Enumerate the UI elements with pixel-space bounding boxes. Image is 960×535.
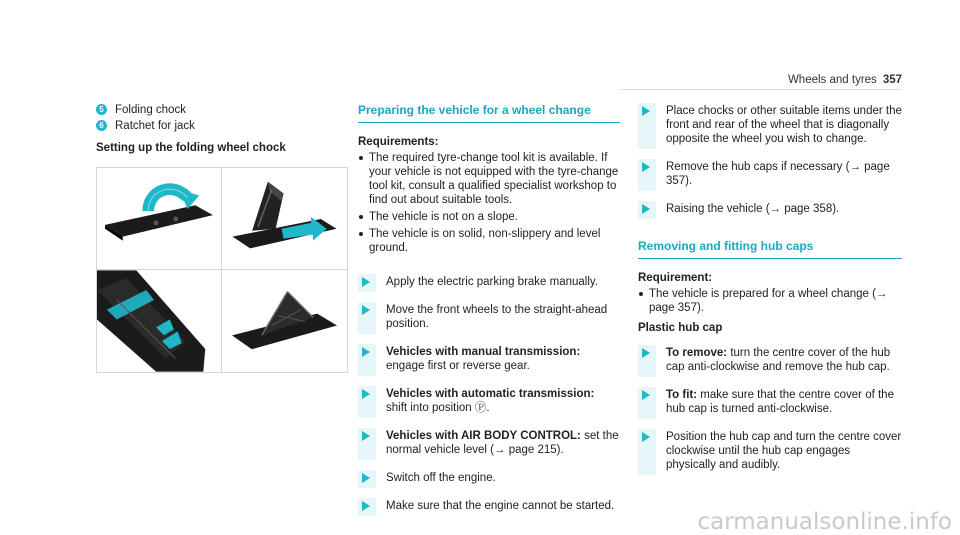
- step-text: [666, 159, 902, 191]
- step-body: Raising the vehicle (→ page 358).: [666, 203, 840, 215]
- step-text: [666, 103, 902, 149]
- chock-assembled-illustration: [222, 270, 347, 372]
- arrow-right-icon: [642, 162, 650, 172]
- section-title-preparing: Preparing the vehicle for a wheel change: [358, 103, 620, 123]
- step-label: Vehicles with manual transmission:: [386, 346, 581, 358]
- step-marker: [638, 201, 656, 219]
- arrow-right-icon: [362, 389, 370, 399]
- step-text: [386, 386, 594, 418]
- step-body: Switch off the engine.: [386, 472, 496, 484]
- step-text: [666, 201, 839, 219]
- figure-panel-2: [222, 168, 347, 270]
- subheading: Setting up the folding wheel chock: [96, 142, 286, 154]
- step-marker: [638, 345, 656, 377]
- step-body: Make sure that the engine cannot be started.: [386, 500, 615, 512]
- step: [638, 159, 902, 191]
- step-label: Vehicles with automatic transmission:: [386, 388, 595, 400]
- legend-item: [96, 119, 350, 133]
- step-label: To fit:: [666, 389, 698, 401]
- step-marker: [638, 429, 656, 475]
- arrow-right-icon: [642, 432, 650, 442]
- callout-badge: 5: [96, 104, 107, 115]
- step: [358, 274, 620, 292]
- plastic-hub-cap-label: Plastic hub cap: [638, 322, 723, 334]
- arrow-right-icon: [642, 348, 650, 358]
- step-text: [666, 429, 902, 475]
- legend-text: Ratchet for jack: [115, 120, 195, 132]
- column-1: [96, 103, 350, 373]
- step-marker: [358, 470, 376, 488]
- running-header: [788, 73, 902, 87]
- step-marker: [358, 428, 376, 460]
- figure-panel-1: [97, 168, 222, 270]
- arrow-right-icon: [642, 204, 650, 214]
- step-text: [386, 302, 620, 334]
- step: [638, 345, 902, 377]
- requirement-item: The required tyre-change tool kit is available. If your vehicle is not equipped with the tyre-change tool kit, consult a qualified specialist workshop to find out about suitable tools.: [358, 151, 620, 207]
- arrow-right-icon: [642, 390, 650, 400]
- figure-panel-3: [97, 270, 222, 372]
- step-label: Vehicles with AIR BODY CONTROL:: [386, 430, 581, 442]
- requirements-list: [638, 287, 902, 315]
- step-body: shift into position Ⓟ.: [386, 402, 490, 414]
- step-marker: [358, 386, 376, 418]
- requirements-label: Requirements:: [358, 136, 439, 148]
- requirements-list: [358, 151, 620, 255]
- requirement-item: The vehicle is prepared for a wheel change (→ page 357).: [638, 287, 902, 315]
- step-body: make sure that the centre cover of the hub cap is turned anti-clockwise.: [666, 389, 894, 415]
- step: [358, 428, 620, 460]
- column-2: [358, 103, 620, 516]
- step-marker: [358, 498, 376, 516]
- step-body: set the normal vehicle level (→ page 215).: [386, 430, 619, 456]
- requirement-item: The vehicle is not on a slope.: [358, 210, 620, 224]
- requirement-label: Requirement:: [638, 272, 713, 284]
- step: [638, 201, 902, 219]
- step-body: engage first or reverse gear.: [386, 360, 530, 372]
- step-body: Place chocks or other suitable items under the front and rear of the wheel that is diagonally opposite the wheel you wish to change.: [666, 105, 902, 145]
- step-body: Position the hub cap and turn the centre cover clockwise until the hub cap engages physically and audibly.: [666, 431, 902, 471]
- arrow-right-icon: [362, 473, 370, 483]
- step: [638, 429, 902, 475]
- arrow-right-icon: [362, 277, 370, 287]
- step-marker: [638, 387, 656, 419]
- requirement-item: The vehicle is on solid, non-slippery and level ground.: [358, 227, 620, 255]
- step: [638, 103, 902, 149]
- step-body: Apply the electric parking brake manually.: [386, 276, 599, 288]
- step-body: turn the centre cover of the hub cap anti-clockwise and remove the hub cap.: [666, 347, 891, 373]
- step-text: [386, 344, 580, 376]
- step-text: [666, 345, 902, 377]
- figure-panel-4: [222, 270, 347, 372]
- step-body: Remove the hub caps if necessary (→ page 357).: [666, 161, 890, 187]
- step-marker: [638, 103, 656, 149]
- page-number: 357: [882, 74, 902, 86]
- legend-text: Folding chock: [115, 104, 186, 116]
- step-text: [386, 498, 614, 516]
- step-body: Move the front wheels to the straight-ahead position.: [386, 304, 608, 330]
- step: [358, 470, 620, 488]
- legend-item: [96, 103, 350, 117]
- step-marker: [638, 159, 656, 191]
- header-section: Wheels and tyres: [787, 74, 877, 86]
- arrow-right-icon: [362, 431, 370, 441]
- section-title-hub-caps: Removing and fitting hub caps: [638, 239, 902, 259]
- watermark: carmanualsonline.info: [697, 509, 952, 535]
- step-text: [666, 387, 902, 419]
- column-3: [638, 103, 902, 475]
- arrow-right-icon: [362, 305, 370, 315]
- step: [358, 386, 620, 418]
- chock-unfold-slide-illustration: [222, 168, 347, 269]
- callout-badge: 6: [96, 120, 107, 131]
- step: [358, 344, 620, 376]
- arrow-right-icon: [362, 501, 370, 511]
- header-rule: [620, 89, 902, 90]
- step-marker: [358, 274, 376, 292]
- step: [358, 302, 620, 334]
- step: [638, 387, 902, 419]
- step-text: [386, 274, 598, 292]
- step-label: To remove:: [666, 347, 728, 359]
- chock-folded-rotate-illustration: [97, 168, 221, 269]
- step: [358, 498, 620, 516]
- step-marker: [358, 344, 376, 376]
- step-text: [386, 428, 620, 460]
- arrow-right-icon: [642, 106, 650, 116]
- step-marker: [358, 302, 376, 334]
- wheel-chock-illustration: [96, 167, 348, 373]
- chock-closeup-illustration: [97, 270, 221, 372]
- step-text: [386, 470, 496, 488]
- arrow-right-icon: [362, 347, 370, 357]
